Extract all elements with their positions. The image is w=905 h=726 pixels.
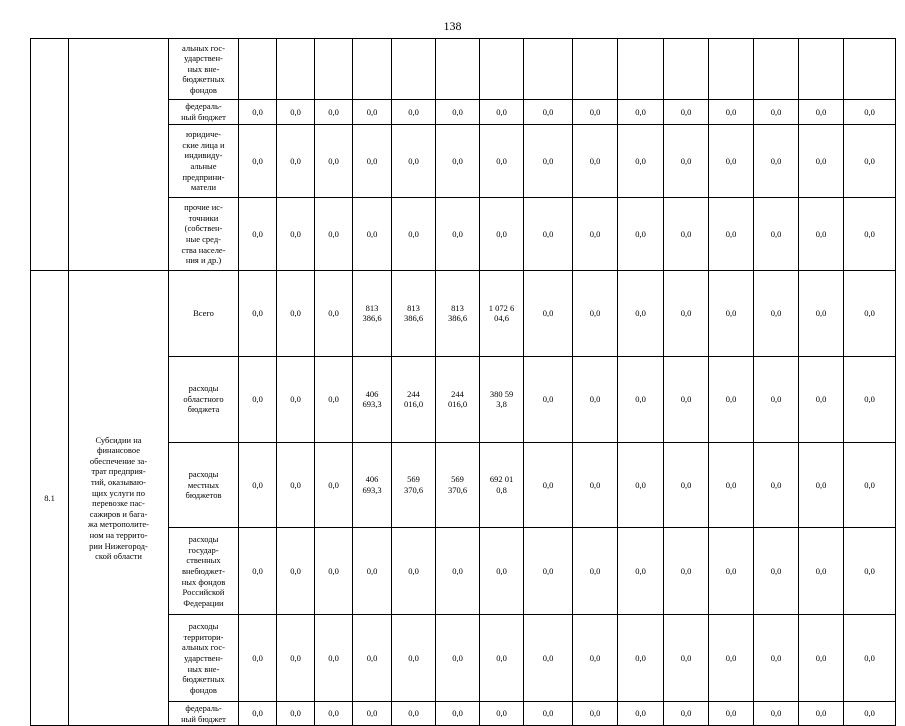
value-cell: 0,0 (664, 702, 709, 726)
funding-source-cell: прочие ис- точники (собствен- ные сред- ства населе- ния и др.) (169, 198, 239, 271)
value-cell: 0,0 (480, 702, 524, 726)
value-cell (664, 39, 709, 100)
value-cell: 380 59 3,8 (480, 356, 524, 442)
value-cell (480, 39, 524, 100)
value-cell (436, 39, 480, 100)
funding-source-cell: Всего (169, 271, 239, 357)
value-cell: 0,0 (239, 100, 277, 125)
value-cell (392, 39, 436, 100)
value-cell: 0,0 (480, 125, 524, 198)
funding-source-cell: расходы территори- альных гос- ударствен- ных вне- бюджетных фондов (169, 615, 239, 702)
value-cell (573, 39, 618, 100)
value-cell: 0,0 (239, 198, 277, 271)
value-cell: 0,0 (709, 702, 754, 726)
value-cell: 0,0 (664, 100, 709, 125)
value-cell: 0,0 (239, 356, 277, 442)
value-cell: 813 386,6 (436, 271, 480, 357)
value-cell (315, 39, 353, 100)
value-cell: 0,0 (436, 100, 480, 125)
value-cell: 0,0 (353, 100, 392, 125)
value-cell (799, 39, 844, 100)
value-cell: 0,0 (392, 528, 436, 615)
value-cell: 0,0 (277, 271, 315, 357)
value-cell: 0,0 (844, 125, 896, 198)
value-cell: 692 01 0,8 (480, 442, 524, 528)
value-cell: 0,0 (754, 442, 799, 528)
value-cell: 0,0 (618, 356, 664, 442)
row-description-cell (69, 39, 169, 271)
value-cell: 0,0 (315, 271, 353, 357)
row-number-cell: 8.1 (31, 271, 69, 726)
value-cell (844, 39, 896, 100)
value-cell (239, 39, 277, 100)
value-cell (618, 39, 664, 100)
value-cell: 0,0 (664, 125, 709, 198)
value-cell: 0,0 (524, 702, 573, 726)
value-cell: 0,0 (573, 528, 618, 615)
value-cell: 0,0 (392, 615, 436, 702)
value-cell: 0,0 (524, 100, 573, 125)
funding-source-cell: альных гос- ударствен- ных вне- бюджетных фондов (169, 39, 239, 100)
value-cell: 0,0 (754, 198, 799, 271)
value-cell: 0,0 (436, 198, 480, 271)
value-cell: 0,0 (618, 615, 664, 702)
value-cell: 0,0 (573, 100, 618, 125)
value-cell: 0,0 (709, 198, 754, 271)
value-cell (709, 39, 754, 100)
value-cell: 0,0 (524, 615, 573, 702)
value-cell: 0,0 (799, 271, 844, 357)
table-row (31, 271, 896, 357)
value-cell: 0,0 (754, 271, 799, 357)
value-cell: 569 370,6 (392, 442, 436, 528)
value-cell: 0,0 (315, 198, 353, 271)
value-cell: 0,0 (277, 125, 315, 198)
value-cell: 0,0 (573, 442, 618, 528)
value-cell: 0,0 (524, 125, 573, 198)
value-cell: 0,0 (239, 271, 277, 357)
value-cell: 0,0 (709, 356, 754, 442)
value-cell: 1 072 6 04,6 (480, 271, 524, 357)
value-cell: 0,0 (754, 125, 799, 198)
value-cell: 406 693,3 (353, 356, 392, 442)
value-cell: 0,0 (664, 198, 709, 271)
value-cell: 0,0 (353, 528, 392, 615)
value-cell: 0,0 (480, 100, 524, 125)
value-cell: 0,0 (353, 615, 392, 702)
value-cell: 0,0 (709, 125, 754, 198)
value-cell: 0,0 (709, 528, 754, 615)
value-cell: 0,0 (277, 528, 315, 615)
value-cell: 0,0 (239, 702, 277, 726)
value-cell: 0,0 (799, 442, 844, 528)
value-cell: 406 693,3 (353, 442, 392, 528)
value-cell: 0,0 (436, 125, 480, 198)
value-cell: 0,0 (239, 125, 277, 198)
value-cell: 0,0 (844, 198, 896, 271)
value-cell: 0,0 (277, 100, 315, 125)
value-cell: 244 016,0 (392, 356, 436, 442)
value-cell: 0,0 (709, 615, 754, 702)
value-cell: 0,0 (664, 528, 709, 615)
value-cell: 0,0 (480, 615, 524, 702)
value-cell: 0,0 (844, 702, 896, 726)
value-cell: 0,0 (799, 615, 844, 702)
value-cell: 0,0 (436, 615, 480, 702)
value-cell: 0,0 (524, 442, 573, 528)
value-cell: 0,0 (573, 271, 618, 357)
row-number-cell (31, 39, 69, 271)
value-cell: 0,0 (754, 528, 799, 615)
value-cell: 0,0 (618, 125, 664, 198)
value-cell: 0,0 (315, 528, 353, 615)
value-cell: 0,0 (799, 702, 844, 726)
value-cell: 0,0 (239, 615, 277, 702)
value-cell: 0,0 (315, 356, 353, 442)
value-cell: 0,0 (618, 198, 664, 271)
value-cell: 0,0 (436, 528, 480, 615)
row-description-cell: Субсидии на финансовое обеспечение за- трат предприя- тий, оказываю- щих услуги по перевозке пас- сажиров и бага- жа метрополите- ном на террито- рии Нижегород- ской области (69, 271, 169, 726)
value-cell: 0,0 (392, 125, 436, 198)
value-cell: 0,0 (353, 125, 392, 198)
value-cell: 0,0 (353, 198, 392, 271)
value-cell: 0,0 (618, 442, 664, 528)
page-number: 138 (443, 19, 462, 33)
value-cell: 813 386,6 (353, 271, 392, 357)
value-cell: 0,0 (844, 528, 896, 615)
value-cell: 0,0 (618, 271, 664, 357)
value-cell: 0,0 (618, 100, 664, 125)
value-cell: 0,0 (392, 702, 436, 726)
value-cell: 0,0 (277, 615, 315, 702)
value-cell: 0,0 (709, 271, 754, 357)
value-cell: 0,0 (480, 528, 524, 615)
value-cell: 0,0 (754, 100, 799, 125)
value-cell: 0,0 (315, 442, 353, 528)
value-cell: 0,0 (239, 442, 277, 528)
funding-source-cell: расходы местных бюджетов (169, 442, 239, 528)
funding-source-cell: расходы государ- ственных внебюджет- ных фондов Российской Федерации (169, 528, 239, 615)
value-cell: 0,0 (754, 356, 799, 442)
value-cell: 0,0 (524, 271, 573, 357)
value-cell: 244 016,0 (436, 356, 480, 442)
value-cell: 0,0 (392, 100, 436, 125)
value-cell: 0,0 (709, 100, 754, 125)
value-cell: 0,0 (664, 356, 709, 442)
value-cell: 0,0 (315, 100, 353, 125)
value-cell: 0,0 (353, 702, 392, 726)
funding-source-cell: федераль- ный бюджет (169, 702, 239, 726)
value-cell: 0,0 (392, 198, 436, 271)
value-cell (277, 39, 315, 100)
value-cell: 0,0 (799, 125, 844, 198)
value-cell: 0,0 (573, 356, 618, 442)
value-cell: 0,0 (844, 615, 896, 702)
value-cell: 0,0 (799, 198, 844, 271)
value-cell: 0,0 (799, 356, 844, 442)
value-cell: 813 386,6 (392, 271, 436, 357)
table-row (31, 39, 896, 100)
budget-table (30, 38, 896, 726)
value-cell: 0,0 (844, 442, 896, 528)
value-cell: 0,0 (573, 198, 618, 271)
value-cell: 0,0 (618, 702, 664, 726)
value-cell: 0,0 (844, 100, 896, 125)
value-cell: 0,0 (754, 615, 799, 702)
value-cell: 0,0 (277, 442, 315, 528)
funding-source-cell: федераль- ный бюджет (169, 100, 239, 125)
value-cell (754, 39, 799, 100)
value-cell (353, 39, 392, 100)
value-cell: 0,0 (664, 442, 709, 528)
value-cell: 569 370,6 (436, 442, 480, 528)
value-cell (524, 39, 573, 100)
value-cell: 0,0 (277, 356, 315, 442)
value-cell: 0,0 (524, 198, 573, 271)
value-cell: 0,0 (277, 702, 315, 726)
value-cell: 0,0 (524, 528, 573, 615)
value-cell: 0,0 (480, 198, 524, 271)
value-cell: 0,0 (664, 615, 709, 702)
value-cell: 0,0 (315, 125, 353, 198)
value-cell: 0,0 (277, 198, 315, 271)
value-cell: 0,0 (664, 271, 709, 357)
value-cell: 0,0 (524, 356, 573, 442)
value-cell: 0,0 (573, 702, 618, 726)
value-cell: 0,0 (315, 702, 353, 726)
value-cell: 0,0 (799, 100, 844, 125)
value-cell: 0,0 (315, 615, 353, 702)
value-cell: 0,0 (709, 442, 754, 528)
value-cell: 0,0 (618, 528, 664, 615)
value-cell: 0,0 (844, 356, 896, 442)
value-cell: 0,0 (799, 528, 844, 615)
value-cell: 0,0 (436, 702, 480, 726)
value-cell: 0,0 (239, 528, 277, 615)
value-cell: 0,0 (573, 125, 618, 198)
funding-source-cell: юридиче- ские лица и индивиду- альные предприни- матели (169, 125, 239, 198)
value-cell: 0,0 (754, 702, 799, 726)
value-cell: 0,0 (573, 615, 618, 702)
value-cell: 0,0 (844, 271, 896, 357)
funding-source-cell: расходы областного бюджета (169, 356, 239, 442)
